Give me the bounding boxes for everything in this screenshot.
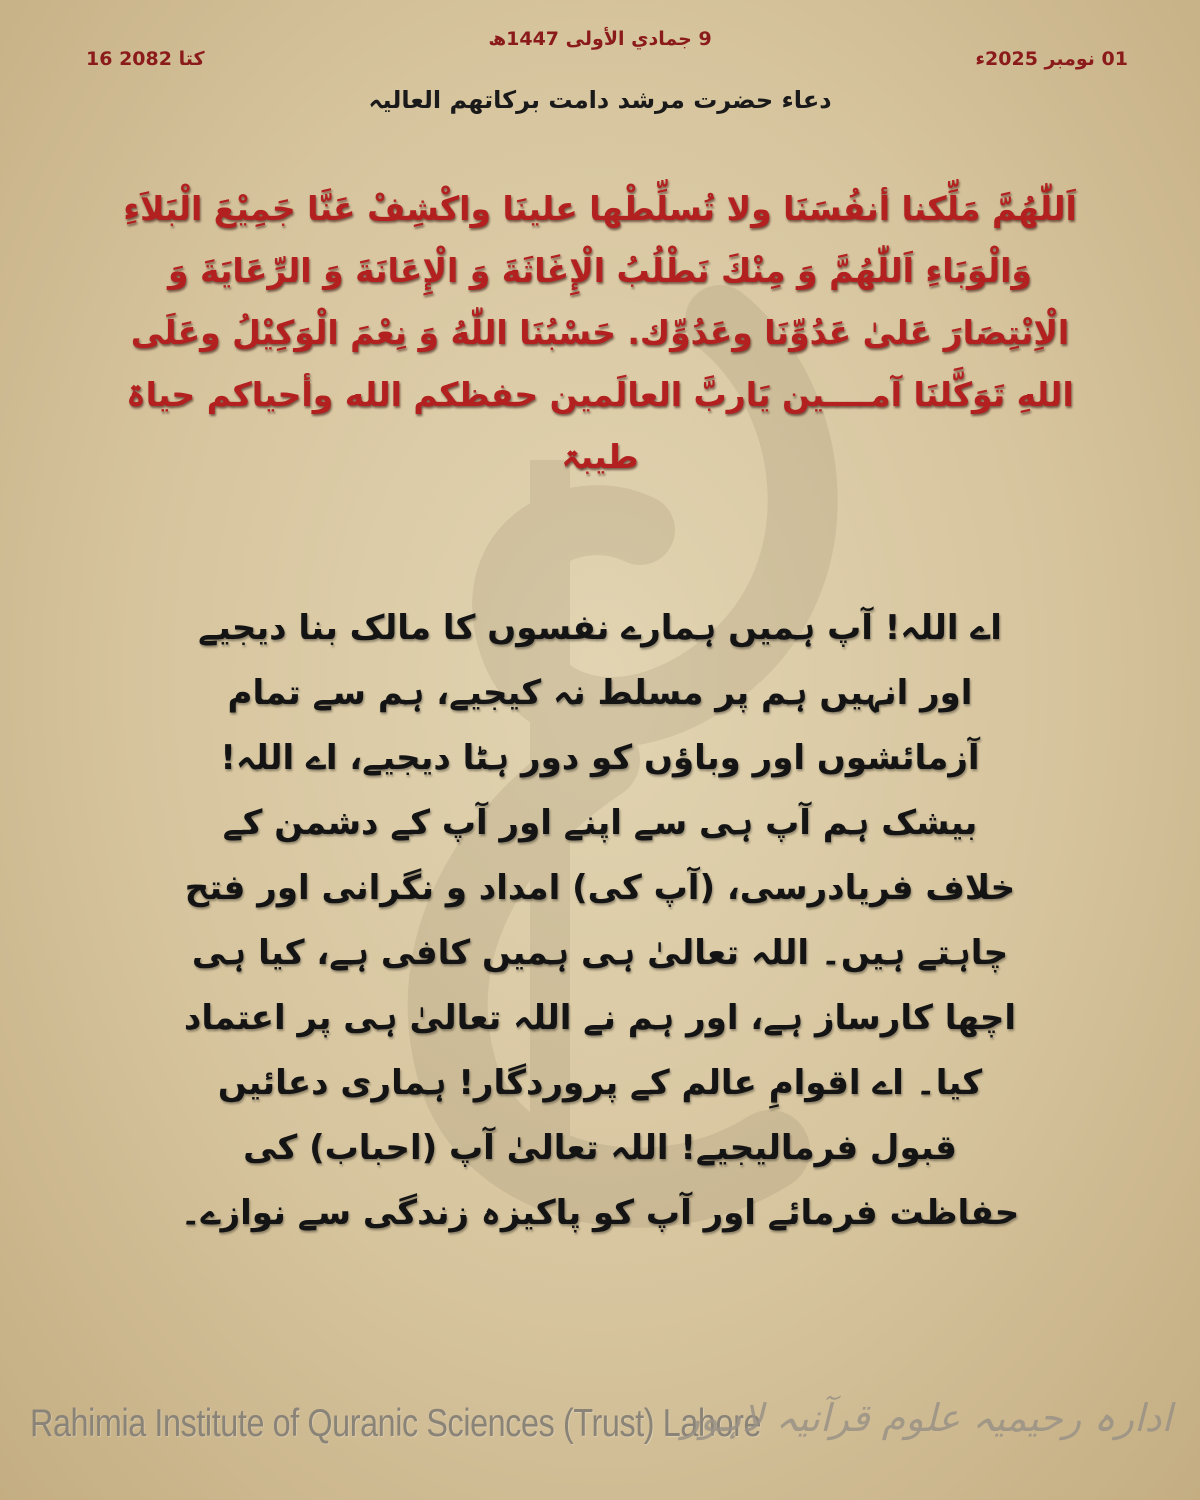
institute-logo-urdu: ادارہ رحیمیہ علوم قرآنیہ لاہور — [681, 1396, 1172, 1440]
hijri-date: 9 جمادي الأولى 1447ھ — [488, 28, 712, 50]
urdu-translation-text: اے اللہ! آپ ہمیں ہمارے نفسوں کا مالک بنا دیجیے اور انہیں ہم پر مسلط نہ کیجیے، ہم سے تمام آزمائشوں اور وباؤں کو دور ہٹا دیجیے، اے اللہ! بیشک ہم آپ ہی سے اپنے اور آپ کے دشمن کے خلاف فریادرسی، (آپ کی) امداد و نگرانی اور فتح چاہتے ہیں۔ اللہ تعالیٰ ہی ہمیں کافی ہے، کیا ہی اچھا کارساز ہے، اور ہم نے اللہ تعالیٰ ہی پر اعتماد کیا۔ اے اقوامِ عالم کے پروردگار! ہماری دعائیں قبول فرمالیجیے! اللہ تعالیٰ آپ (احباب) کی حفاظت فرمائے اور آپ کو پاکیزہ زندگی سے نوازے۔ — [180, 608, 1020, 1233]
bikrami-date: 16 کتا 2082 — [86, 48, 205, 70]
page-title: دعاء حضرت مرشد دامت برکاتھم العالیہ — [368, 86, 832, 114]
institute-name-english: Rahimia Institute of Quranic Sciences (Trust) Lahore — [30, 1402, 762, 1445]
arabic-dua-text: اَللّٰھُمَّ مَلِّکنا أنفُسَنَا ولا تُسلِّطْھا علینَا واکْشِفْ عَنَّا جَمِیْعَ الْبَلاَءِ وَالْوَبَاءِ اَللّٰھُمَّ وَ مِنْكَ نَطْلُبُ الْإِغَاثَةَ وَ الْإِعَانَةَ وَ الرِّعَايَةَ وَ الْاِنْتِصَارَ عَلیٰ عَدُوِّنَا وعَدُوِّك. حَسْبُنَا اللّٰهُ وَ نِعْمَ الْوَكِیْلُ وعَلَی اللهِ تَوَكَّلنَا آمــــین یَاربَّ العالَمین حفظکم الله وأحیاکم حیاۃ طیبۃ — [123, 189, 1077, 476]
gregorian-date: 01 نومبر 2025ء — [975, 48, 1128, 70]
date-row — [0, 48, 1200, 78]
